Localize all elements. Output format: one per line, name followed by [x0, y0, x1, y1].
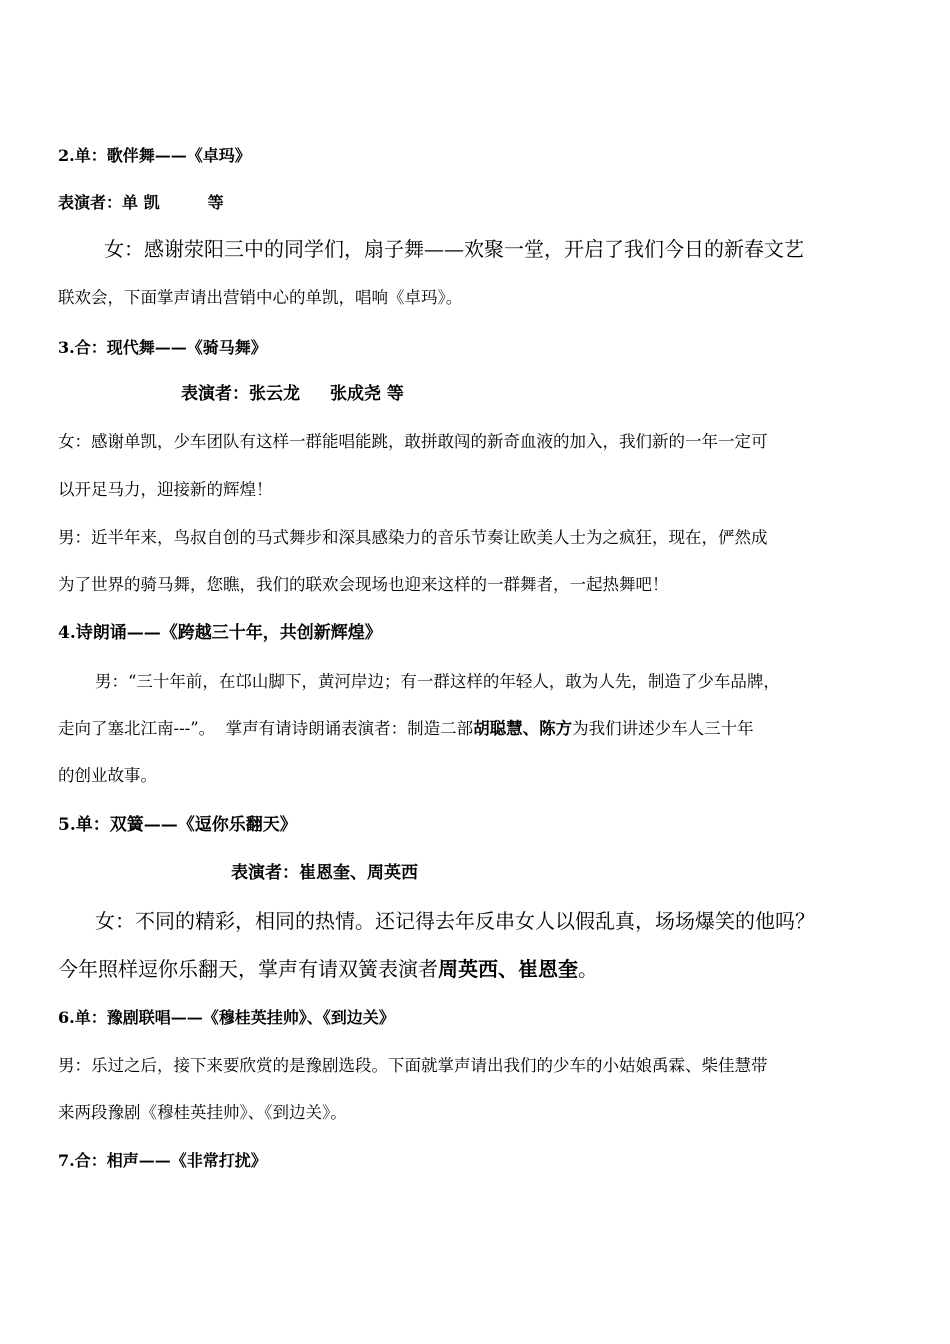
section-4-line-3: 的创业故事。 [58, 766, 157, 785]
section-4-line-1: 男：“三十年前，在邙山脚下，黄河岸边；有一群这样的年轻人，敢为人先，制造了少车品牌， [95, 672, 780, 691]
section-5-performers: 表演者：崔恩奎、周英西 [231, 863, 418, 883]
section-5-line-2 [58, 959, 598, 979]
section-3-title: 3.合：现代舞——《骑马舞》 [58, 338, 267, 357]
section-7-title: 7.合：相声——《非常打扰》 [58, 1151, 267, 1170]
section-3-performer-label: 表演者：张云龙 [181, 384, 300, 404]
section-3-p2-line-1: 男：近半年来，鸟叔自创的马式舞步和深具感染力的音乐节奏让欧美人士为之疯狂，现在，俨然成 [58, 528, 768, 547]
section-6-title: 6.单：豫剧联唱——《穆桂英挂帅》、《到边关》 [58, 1008, 395, 1027]
section-2-performer-label: 表演者：单 凯 [58, 193, 160, 212]
section-2-line-1: 女：感谢荥阳三中的同学们，扇子舞——欢聚一堂，开启了我们今日的新春文艺 [104, 237, 804, 261]
section-2-performers [58, 195, 224, 211]
section-5-line-2-text: 今年照样逗你乐翻天，掌声有请双簧表演者 [58, 957, 438, 981]
section-4-line-2-rest: 为我们讲述少车人三十年 [572, 719, 754, 738]
section-6-line-2: 来两段豫剧《穆桂英挂帅》、《到边关》。 [58, 1103, 347, 1122]
section-4-line-2-text: 走向了塞北江南---”。 掌声有请诗朗诵表演者：制造二部 [58, 719, 474, 738]
section-4-performers: 胡聪慧、陈方 [473, 719, 573, 738]
section-3-p1-line-2: 以开足马力，迎接新的辉煌！ [58, 480, 273, 499]
section-2-title: 2.单：歌伴舞——《卓玛》 [58, 146, 251, 165]
section-2-performer-suffix: 等 [207, 193, 224, 212]
section-5-title: 5.单：双簧——《逗你乐翻天》 [58, 815, 297, 835]
section-3-performers [181, 386, 404, 403]
section-5-performers-inline: 周英西、崔恩奎 [438, 957, 578, 981]
section-3-p1-line-1: 女：感谢单凯，少车团队有这样一群能唱能跳，敢拼敢闯的新奇血液的加入，我们新的一年一定可 [58, 432, 768, 451]
section-5-line-1: 女：不同的精彩，相同的热情。还记得去年反串女人以假乱真，场场爆笑的他吗？ [95, 909, 815, 933]
section-6-line-1: 男：乐过之后，接下来要欣赏的是豫剧选段。下面就掌声请出我们的少车的小姑娘禹霖、柴佳慧带 [58, 1056, 768, 1075]
section-3-p2-line-2: 为了世界的骑马舞，您瞧，我们的联欢会现场也迎来这样的一群舞者，一起热舞吧！ [58, 575, 669, 594]
section-5-line-2-end: 。 [578, 957, 598, 981]
section-3-performer-second: 张成尧 等 [330, 384, 404, 404]
section-4-line-2 [58, 721, 754, 738]
section-4-title: 4.诗朗诵——《跨越三十年，共创新辉煌》 [58, 623, 382, 643]
section-2-line-2: 联欢会，下面掌声请出营销中心的单凯，唱响《卓玛》。 [58, 288, 463, 307]
